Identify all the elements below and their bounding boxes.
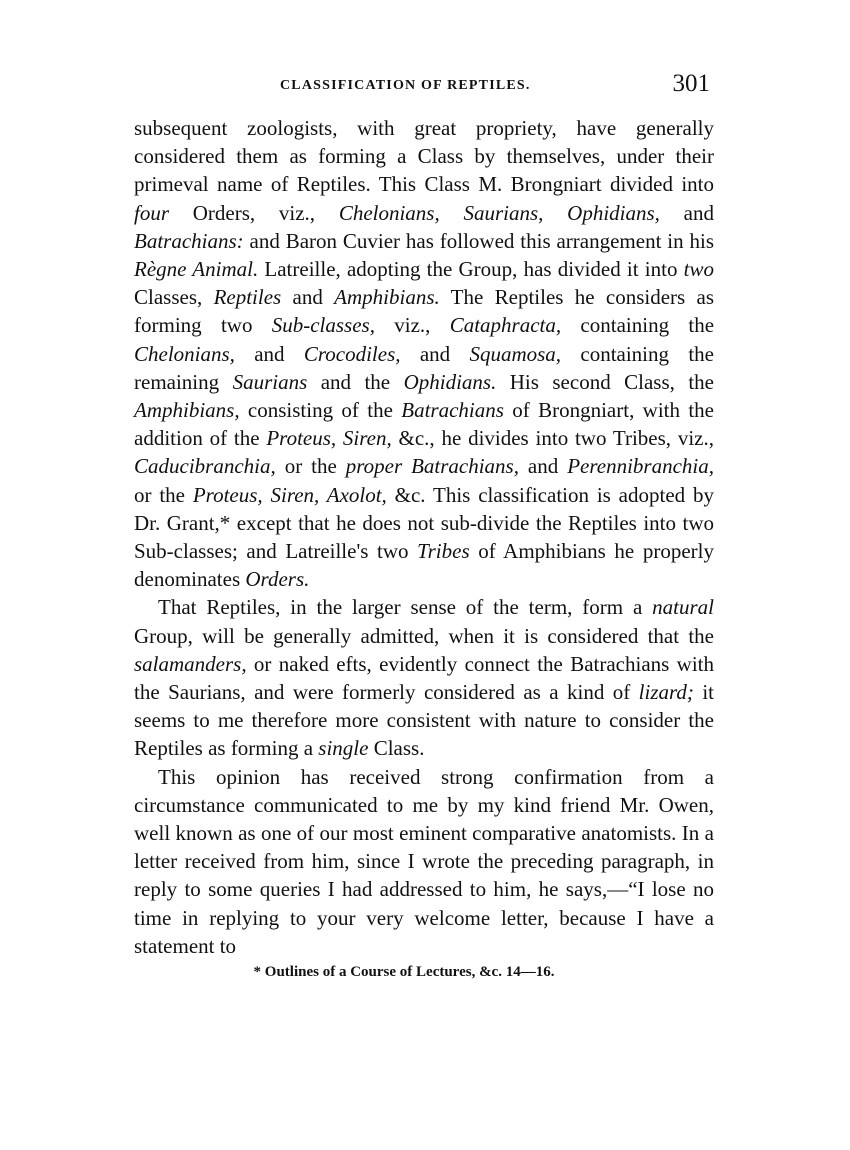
text-run: viz., — [374, 313, 450, 338]
text-run: or the — [275, 454, 346, 479]
text-run: containing the remaining — [134, 341, 714, 394]
italic-text: single — [318, 736, 369, 761]
italic-text: salamanders, — [134, 651, 247, 676]
italic-text: Amphibians. — [334, 285, 440, 310]
page-number: 301 — [672, 70, 710, 97]
text-run: or naked efts, evidently connect the Batrachians with the Saurians, and were formerly considered as a kind of — [134, 651, 714, 705]
text-run: and — [659, 200, 714, 225]
text-run: &c. This classification is adopted by Dr. Grant,* except that he does not sub-divide the Reptiles into two Sub-classes; and Latreille's two — [134, 482, 714, 564]
footnote: * Outlines of a Course of Lectures, &c. 14—16. — [253, 964, 555, 981]
italic-text: Reptiles — [213, 285, 282, 310]
book-page — [134, 70, 714, 981]
text-run: Group, will be generally admitted, when it is considered that the — [134, 623, 714, 648]
text-run: containing the — [561, 313, 715, 338]
text-run: His second Class, the — [496, 369, 714, 394]
text-run: Latreille, adopting the Group, has divided it into — [258, 257, 684, 282]
text-run: subsequent zoologists, with great propriety, have generally considered them as forming a Class by themselves, under their primeval name of Reptiles. This Class M. Brongniart divided into — [134, 116, 714, 197]
body-text — [134, 114, 714, 960]
italic-text: Chelonians, — [134, 341, 235, 366]
italic-text: Perennibranchia, — [567, 454, 714, 479]
italic-text: Caducibranchia, — [134, 454, 276, 479]
italic-text: Batrachians: — [134, 228, 244, 253]
text-run: of Amphibians he properly denominates — [134, 539, 714, 592]
italic-text: lizard; — [638, 680, 694, 705]
text-run: and — [400, 341, 470, 366]
italic-text: Ophidians. — [403, 369, 497, 394]
italic-text: Proteus, Siren, — [266, 426, 392, 451]
italic-text: Règne Animal. — [134, 257, 259, 282]
text-run: The Reptiles he considers as forming two — [134, 285, 714, 338]
text-run: consisting of the — [239, 398, 402, 423]
italic-text: Batrachians — [401, 398, 504, 423]
italic-text: Proteus, Siren, Axolot, — [192, 482, 387, 507]
italic-text: Saurians — [232, 369, 308, 394]
italic-text: Crocodiles, — [303, 341, 401, 366]
text-run: and — [234, 341, 304, 366]
running-head: CLASSIFICATION OF REPTILES. — [280, 78, 531, 93]
text-run: Orders, viz., — [169, 200, 339, 225]
paragraph-3 — [134, 763, 714, 960]
text-run: and — [518, 454, 568, 479]
text-run: of Brongniart, with the addition of the — [134, 398, 714, 451]
text-run: and the — [307, 369, 404, 394]
text-run: Class. — [368, 736, 425, 761]
text-run: This opinion has received strong confirmation from a circumstance communicated to me by my kind friend Mr. Owen, well known as one of our most eminent comparative anatomists. In a letter received from him, since I wrote the preceding paragraph, in reply to some queries I had addressed to him, he says,—“I lose no time in replying to your very welcome letter, because I have a statement to — [134, 764, 714, 958]
italic-text: natural — [652, 595, 714, 620]
text-run: &c., he divides into two Tribes, viz., — [391, 426, 714, 451]
italic-text: Tribes — [417, 539, 470, 564]
italic-text: proper Batrachians, — [345, 454, 519, 479]
paragraph-2 — [134, 593, 714, 762]
italic-text: Sub-classes, — [271, 313, 375, 338]
italic-text: Cataphracta, — [449, 313, 562, 338]
text-run: and Baron Cuvier has followed this arrangement in his — [243, 228, 714, 253]
italic-text: two — [683, 257, 714, 282]
text-run: or the — [134, 482, 193, 507]
paragraph-1 — [134, 114, 714, 593]
italic-text: Squamosa, — [469, 341, 562, 366]
text-run: and — [281, 285, 335, 310]
italic-text: Amphibians, — [134, 398, 240, 423]
italic-text: Chelonians, Saurians, Ophidians, — [338, 200, 660, 225]
italic-text: Orders. — [245, 567, 310, 592]
text-run: Classes, — [134, 285, 214, 310]
text-run: it seems to me therefore more consistent with nature to consider the Reptiles as forming a — [134, 680, 714, 761]
text-run: That Reptiles, in the larger sense of the term, form a — [158, 595, 653, 620]
italic-text: four — [134, 200, 170, 225]
page-header — [134, 70, 714, 104]
